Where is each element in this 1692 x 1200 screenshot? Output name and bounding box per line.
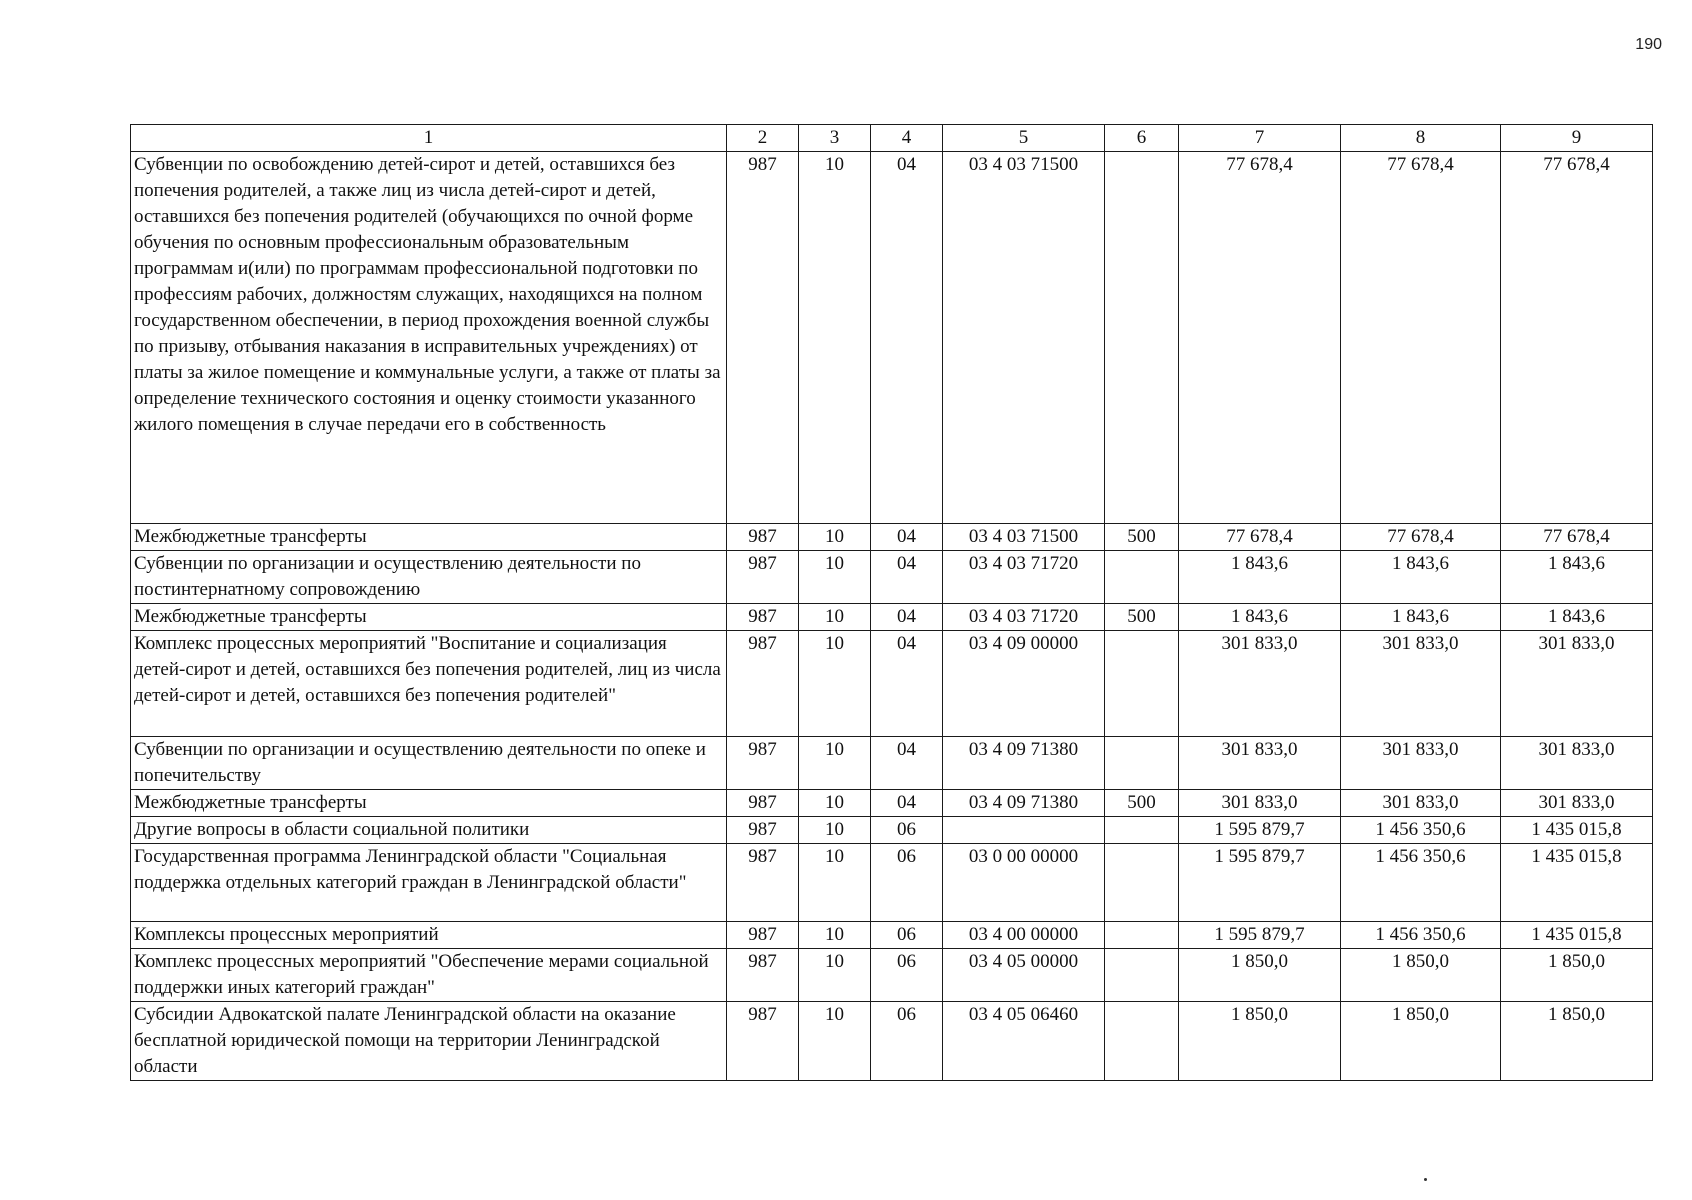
table-row	[131, 604, 1653, 631]
column-header: 6	[1105, 125, 1179, 152]
amount-year3-cell: 1 435 015,8	[1501, 922, 1653, 949]
admin-code-cell: 987	[727, 152, 799, 524]
amount-year2-cell: 77 678,4	[1341, 152, 1501, 524]
column-header: 4	[871, 125, 943, 152]
amount-year2-cell: 301 833,0	[1341, 631, 1501, 737]
admin-code-cell: 987	[727, 737, 799, 790]
amount-year2-cell: 1 456 350,6	[1341, 817, 1501, 844]
admin-code-cell: 987	[727, 817, 799, 844]
row-name-cell: Межбюджетные трансферты	[131, 604, 727, 631]
admin-code-cell: 987	[727, 604, 799, 631]
row-name-cell: Межбюджетные трансферты	[131, 524, 727, 551]
row-name-cell: Комплексы процессных мероприятий	[131, 922, 727, 949]
target-article-cell: 03 4 09 71380	[943, 790, 1105, 817]
amount-year2-cell: 1 843,6	[1341, 551, 1501, 604]
row-name-cell: Государственная программа Ленинградской области "Социальная поддержка отдельных категорий граждан в Ленинградской области"	[131, 844, 727, 922]
amount-year1-cell: 1 595 879,7	[1179, 817, 1341, 844]
target-article-cell: 03 4 09 71380	[943, 737, 1105, 790]
row-name-cell: Субвенции по освобождению детей-сирот и детей, оставшихся без попечения родителей, а также лиц из числа детей-сирот и детей, оставшихся без попечения родителей (обучающихся по очной форме обучения по основным профессиональным образовательным программам и(или) по программам профессиональной подготовки по профессиям рабочих, должностям служащих, находящихся на полном государственном обеспечении, в период прохождения военной службы по призыву, отбывания наказания в исправительных учреждениях) от платы за жилое помещение и коммунальные услуги, а также от платы за определение технического состояния и оценку стоимости указанного жилого помещения в случае передачи его в собственность	[131, 152, 727, 524]
admin-code-cell: 987	[727, 1002, 799, 1081]
subsection-cell: 04	[871, 524, 943, 551]
column-header: 3	[799, 125, 871, 152]
amount-year1-cell: 1 595 879,7	[1179, 922, 1341, 949]
target-article-cell: 03 4 03 71500	[943, 524, 1105, 551]
subsection-cell: 06	[871, 922, 943, 949]
column-header: 7	[1179, 125, 1341, 152]
expense-type-cell	[1105, 551, 1179, 604]
target-article-cell	[943, 817, 1105, 844]
table-row	[131, 631, 1653, 737]
amount-year2-cell: 1 850,0	[1341, 1002, 1501, 1081]
budget-table	[130, 124, 1653, 1081]
column-header: 9	[1501, 125, 1653, 152]
amount-year1-cell: 1 843,6	[1179, 604, 1341, 631]
subsection-cell: 06	[871, 817, 943, 844]
column-number-row	[131, 125, 1653, 152]
amount-year3-cell: 1 850,0	[1501, 1002, 1653, 1081]
admin-code-cell: 987	[727, 631, 799, 737]
admin-code-cell: 987	[727, 790, 799, 817]
section-cell: 10	[799, 790, 871, 817]
amount-year3-cell: 1 850,0	[1501, 949, 1653, 1002]
section-cell: 10	[799, 844, 871, 922]
section-cell: 10	[799, 817, 871, 844]
amount-year1-cell: 301 833,0	[1179, 790, 1341, 817]
section-cell: 10	[799, 1002, 871, 1081]
amount-year2-cell: 1 850,0	[1341, 949, 1501, 1002]
subsection-cell: 06	[871, 1002, 943, 1081]
table-row	[131, 922, 1653, 949]
table-row	[131, 551, 1653, 604]
scan-speck	[1424, 1178, 1427, 1181]
amount-year2-cell: 77 678,4	[1341, 524, 1501, 551]
target-article-cell: 03 4 03 71720	[943, 551, 1105, 604]
target-article-cell: 03 4 03 71720	[943, 604, 1105, 631]
amount-year3-cell: 1 843,6	[1501, 604, 1653, 631]
amount-year1-cell: 77 678,4	[1179, 524, 1341, 551]
target-article-cell: 03 4 05 00000	[943, 949, 1105, 1002]
section-cell: 10	[799, 922, 871, 949]
expense-type-cell: 500	[1105, 604, 1179, 631]
target-article-cell: 03 4 00 00000	[943, 922, 1105, 949]
amount-year1-cell: 1 850,0	[1179, 1002, 1341, 1081]
table-row	[131, 817, 1653, 844]
section-cell: 10	[799, 949, 871, 1002]
page-number: 190	[1635, 36, 1662, 53]
section-cell: 10	[799, 551, 871, 604]
subsection-cell: 04	[871, 551, 943, 604]
row-name-cell: Комплекс процессных мероприятий "Воспитание и социализация детей-сирот и детей, оставшихся без попечения родителей, лиц из числа детей-сирот и детей, оставшихся без попечения родителей"	[131, 631, 727, 737]
expense-type-cell	[1105, 949, 1179, 1002]
amount-year1-cell: 77 678,4	[1179, 152, 1341, 524]
amount-year1-cell: 301 833,0	[1179, 737, 1341, 790]
amount-year3-cell: 301 833,0	[1501, 737, 1653, 790]
expense-type-cell	[1105, 844, 1179, 922]
admin-code-cell: 987	[727, 844, 799, 922]
amount-year3-cell: 301 833,0	[1501, 790, 1653, 817]
amount-year2-cell: 1 456 350,6	[1341, 844, 1501, 922]
amount-year2-cell: 301 833,0	[1341, 790, 1501, 817]
section-cell: 10	[799, 737, 871, 790]
row-name-cell: Другие вопросы в области социальной политики	[131, 817, 727, 844]
section-cell: 10	[799, 152, 871, 524]
admin-code-cell: 987	[727, 949, 799, 1002]
expense-type-cell	[1105, 631, 1179, 737]
amount-year3-cell: 77 678,4	[1501, 152, 1653, 524]
table-row	[131, 1002, 1653, 1081]
target-article-cell: 03 4 09 00000	[943, 631, 1105, 737]
subsection-cell: 04	[871, 790, 943, 817]
amount-year3-cell: 1 435 015,8	[1501, 844, 1653, 922]
amount-year1-cell: 301 833,0	[1179, 631, 1341, 737]
table-row	[131, 152, 1653, 524]
subsection-cell: 04	[871, 631, 943, 737]
section-cell: 10	[799, 524, 871, 551]
table-row	[131, 844, 1653, 922]
section-cell: 10	[799, 631, 871, 737]
admin-code-cell: 987	[727, 524, 799, 551]
subsection-cell: 06	[871, 844, 943, 922]
amount-year1-cell: 1 843,6	[1179, 551, 1341, 604]
amount-year3-cell: 77 678,4	[1501, 524, 1653, 551]
row-name-cell: Субвенции по организации и осуществлению деятельности по постинтернатному сопровождению	[131, 551, 727, 604]
subsection-cell: 04	[871, 737, 943, 790]
table-row	[131, 524, 1653, 551]
amount-year3-cell: 1 435 015,8	[1501, 817, 1653, 844]
expense-type-cell	[1105, 922, 1179, 949]
table-row	[131, 790, 1653, 817]
column-header: 5	[943, 125, 1105, 152]
expense-type-cell	[1105, 817, 1179, 844]
column-header: 1	[131, 125, 727, 152]
section-cell: 10	[799, 604, 871, 631]
table-row	[131, 949, 1653, 1002]
amount-year2-cell: 1 456 350,6	[1341, 922, 1501, 949]
column-header: 8	[1341, 125, 1501, 152]
expense-type-cell: 500	[1105, 524, 1179, 551]
column-header: 2	[727, 125, 799, 152]
amount-year1-cell: 1 850,0	[1179, 949, 1341, 1002]
row-name-cell: Комплекс процессных мероприятий "Обеспечение мерами социальной поддержки иных категорий граждан"	[131, 949, 727, 1002]
subsection-cell: 04	[871, 604, 943, 631]
amount-year2-cell: 1 843,6	[1341, 604, 1501, 631]
table-row	[131, 737, 1653, 790]
expense-type-cell: 500	[1105, 790, 1179, 817]
expense-type-cell	[1105, 737, 1179, 790]
amount-year1-cell: 1 595 879,7	[1179, 844, 1341, 922]
row-name-cell: Субвенции по организации и осуществлению деятельности по опеке и попечительству	[131, 737, 727, 790]
target-article-cell: 03 4 05 06460	[943, 1002, 1105, 1081]
admin-code-cell: 987	[727, 551, 799, 604]
amount-year3-cell: 1 843,6	[1501, 551, 1653, 604]
row-name-cell: Межбюджетные трансферты	[131, 790, 727, 817]
amount-year2-cell: 301 833,0	[1341, 737, 1501, 790]
subsection-cell: 06	[871, 949, 943, 1002]
row-name-cell: Субсидии Адвокатской палате Ленинградской области на оказание бесплатной юридической помощи на территории Ленинградской области	[131, 1002, 727, 1081]
target-article-cell: 03 4 03 71500	[943, 152, 1105, 524]
subsection-cell: 04	[871, 152, 943, 524]
admin-code-cell: 987	[727, 922, 799, 949]
amount-year3-cell: 301 833,0	[1501, 631, 1653, 737]
expense-type-cell	[1105, 152, 1179, 524]
target-article-cell: 03 0 00 00000	[943, 844, 1105, 922]
expense-type-cell	[1105, 1002, 1179, 1081]
